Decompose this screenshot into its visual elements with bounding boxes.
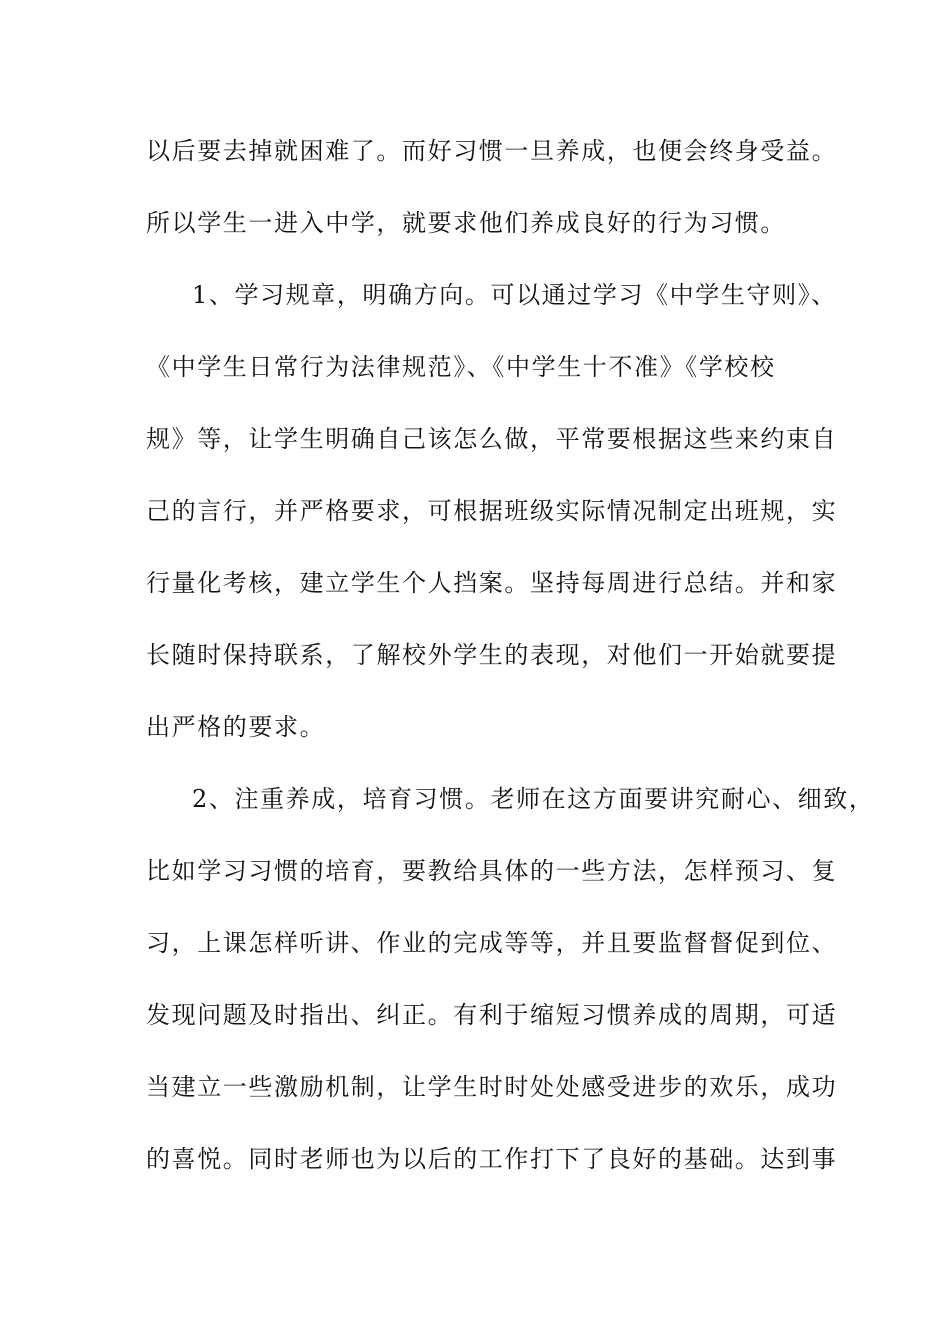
paragraph-start-line: 1、学习规章，明确方向。可以通过学习《中学生守则》、: [192, 281, 837, 309]
text-line: 出严格的要求。: [146, 713, 326, 741]
text-line: 行量化考核，建立学生个人挡案。坚持每周进行总结。并和家: [146, 569, 838, 597]
text-line: 长随时保持联系，了解校外学生的表现，对他们一开始就要提: [146, 641, 838, 669]
text-line: 发现问题及时指出、纠正。有利于缩短习惯养成的周期，可适: [146, 1001, 838, 1029]
text-line: 己的言行，并严格要求，可根据班级实际情况制定出班规，实: [146, 497, 838, 525]
paragraph-start-line: 2、注重养成，培育习惯。老师在这方面要讲究耐心、细致，: [192, 785, 875, 813]
text-line: 比如学习习惯的培育，要教给具体的一些方法，怎样预习、复: [146, 857, 838, 885]
text-line: 《中学生日常行为法律规范》、《中学生十不准》《学校校: [146, 353, 776, 381]
text-line: 习，上课怎样听讲、作业的完成等等，并且要监督督促到位、: [146, 929, 838, 957]
text-line: 规》等，让学生明确自己该怎么做，平常要根据这些来约束自: [146, 425, 838, 453]
text-line: 以后要去掉就困难了。而好习惯一旦养成，也便会终身受益。: [146, 137, 838, 165]
text-line: 的喜悦。同时老师也为以后的工作打下了良好的基础。达到事: [146, 1145, 838, 1173]
text-line: 所以学生一进入中学，就要求他们养成良好的行为习惯。: [146, 209, 786, 237]
text-line: 当建立一些激励机制，让学生时时处处感受进步的欢乐，成功: [146, 1073, 838, 1101]
